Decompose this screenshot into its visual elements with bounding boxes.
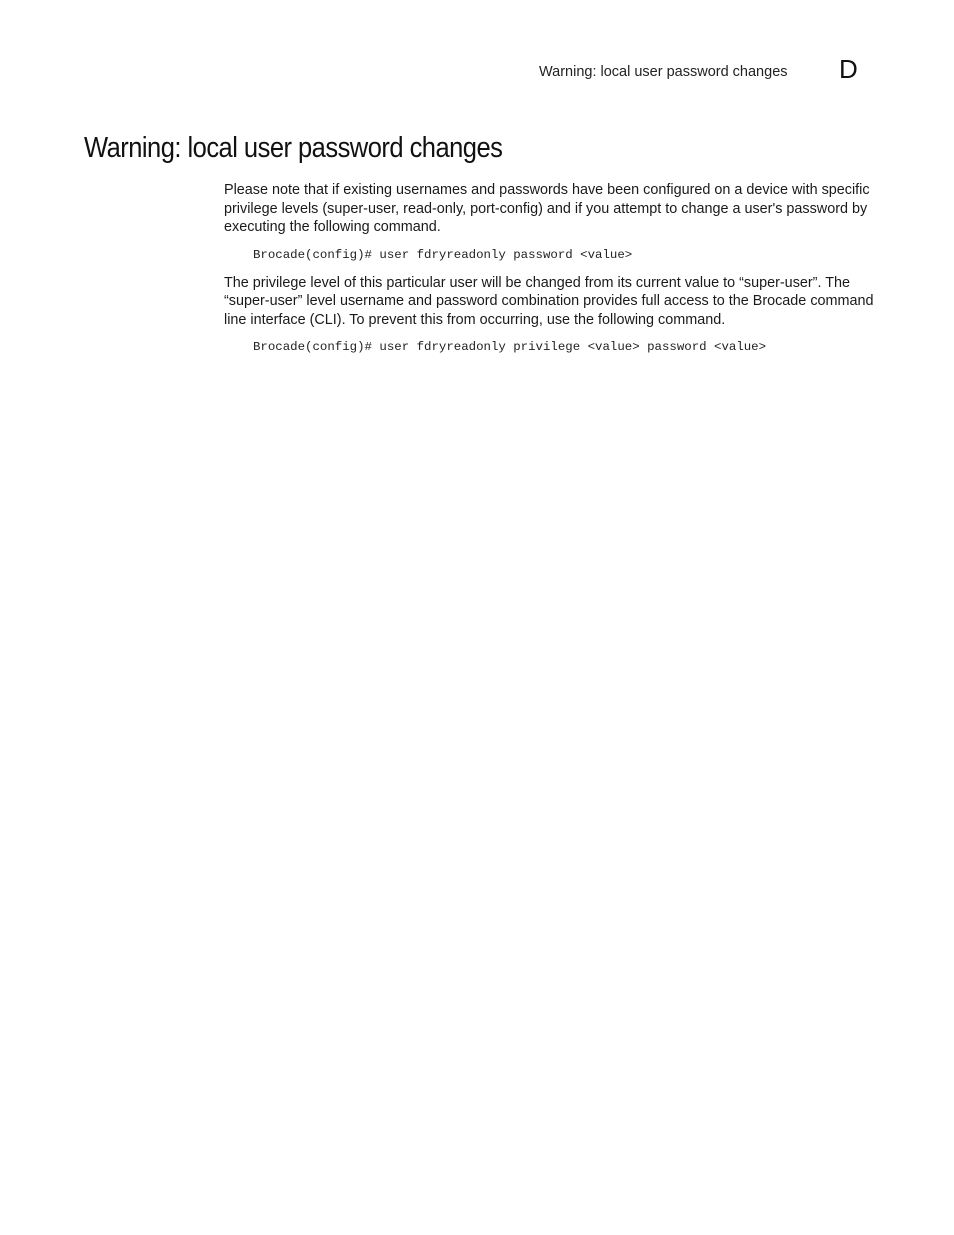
explanation-paragraph: The privilege level of this particular user will be changed from its current value to “super-user”. The “super-user” level username and password combination provides full access to the Brocade command line interface (CLI). To prevent this from occurring, use the following command. (224, 274, 874, 328)
section-body (224, 181, 874, 355)
page-title: Warning: local user password changes (84, 132, 503, 164)
intro-paragraph: Please note that if existing usernames and passwords have been configured on a device with specific privilege levels (super-user, read-only, port-config) and if you attempt to change a user's password by executing the following command. (224, 182, 870, 235)
command-example-privilege: Brocade(config)# user fdryreadonly privilege <value> password <value> (253, 340, 767, 354)
command-example-password: Brocade(config)# user fdryreadonly password <value> (253, 247, 633, 262)
running-header-title: Warning: local user password changes (539, 64, 788, 80)
chapter-letter: D (839, 54, 858, 84)
